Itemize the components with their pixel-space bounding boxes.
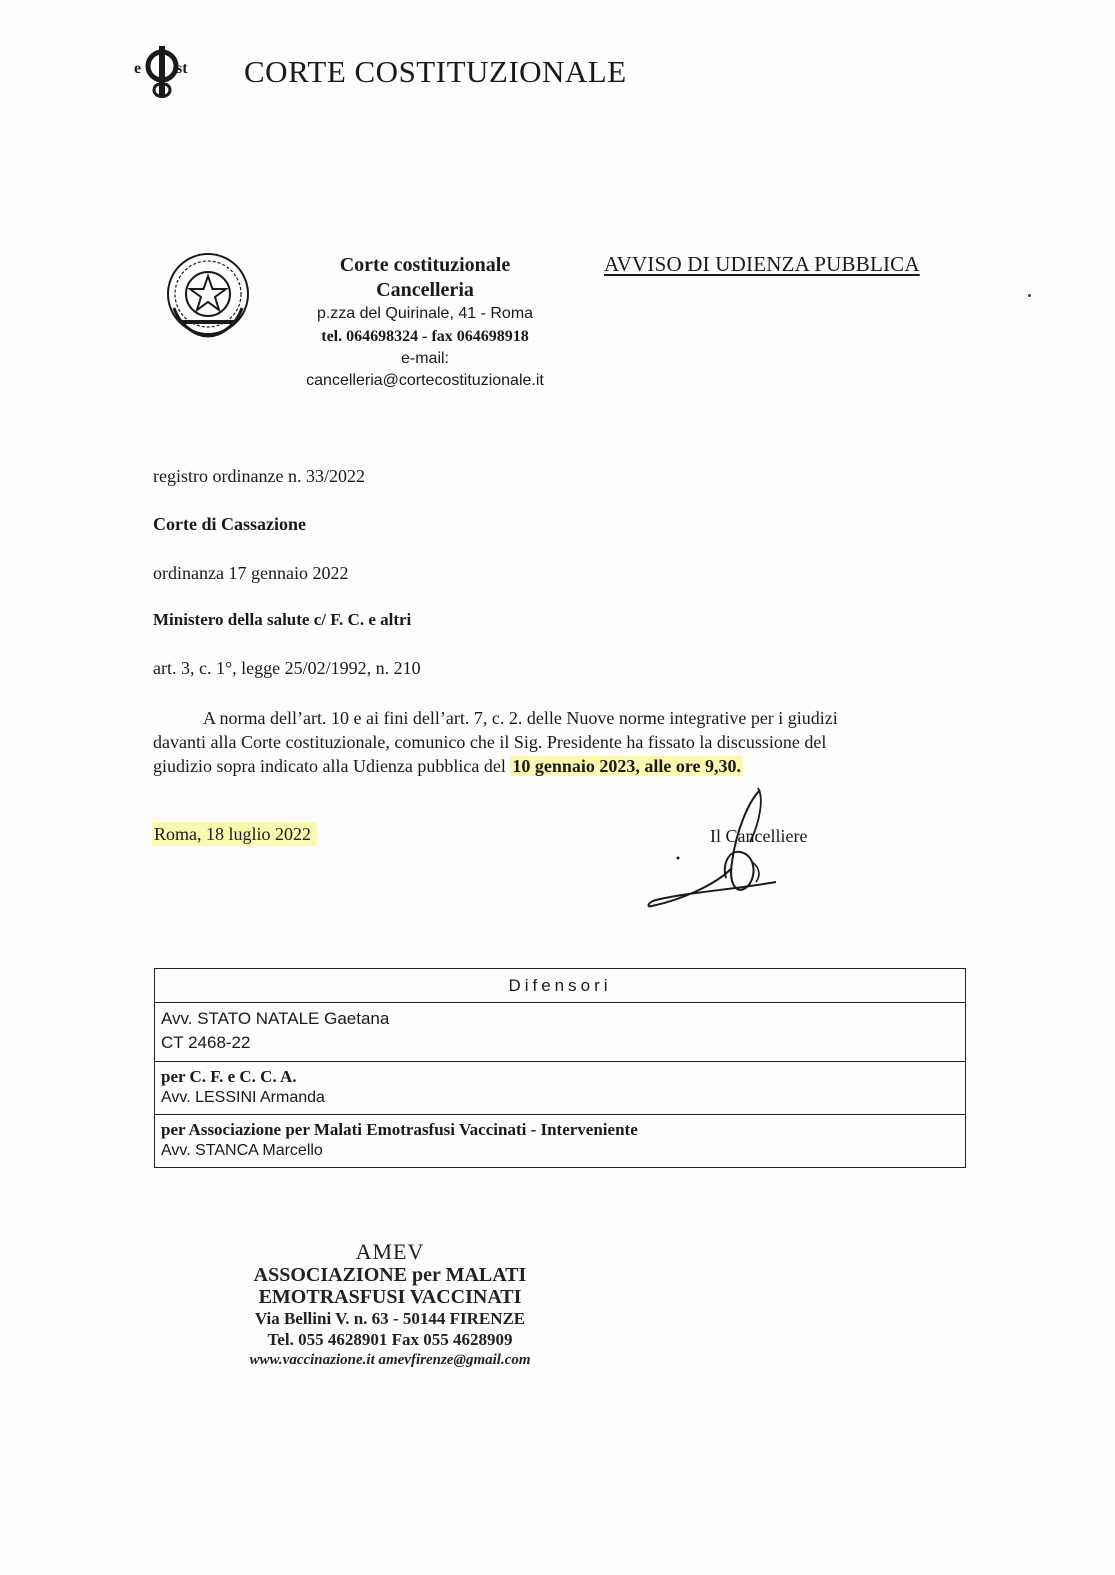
stamp-phone-fax: Tel. 055 4628901 Fax 055 4628909 [267, 1330, 513, 1349]
letterhead-office: Cancelleria [376, 279, 474, 301]
amev-stamp [200, 1240, 580, 1370]
court-title: CORTE COSTITUZIONALE [244, 54, 627, 89]
defensori-parties-lawyer: Avv. LESSINI Armanda [161, 1089, 325, 1106]
letterhead-email: cancelleria@cortecostituzionale.it [306, 372, 544, 389]
defensori-state-lawyer: Avv. STATO NATALE Gaetana [161, 1009, 390, 1028]
paragraph-line-3 [153, 754, 969, 778]
defensori-association-label: per Associazione per Malati Emotrasfusi Vaccinati - Interveniente [161, 1120, 638, 1139]
place-date [152, 824, 317, 845]
notice-title: AVVISO DI UDIENZA PUBBLICA [604, 252, 920, 276]
paragraph-line-2: davanti alla Corte costituzionale, comunico che il Sig. Presidente ha fissato la discussione del [153, 732, 827, 752]
letterhead-address: p.zza del Quirinale, 41 - Roma [316, 305, 534, 322]
stamp-address: Via Bellini V. n. 63 - 50144 FIRENZE [254, 1309, 526, 1328]
letterhead-phone: tel. 064698324 - fax 064698918 [321, 328, 529, 345]
parties-line: Ministero della salute c/ F. C. e altri [153, 610, 412, 629]
letterhead-email-label: e-mail: [400, 350, 449, 367]
ecost-logo [132, 40, 204, 102]
stamp-web-email: www.vaccinazione.it amevfirenze@gmail.com [249, 1352, 531, 1368]
scan-speck [1028, 294, 1031, 297]
letterhead-court: Corte costituzionale [339, 254, 511, 276]
stamp-acronym: AMEV [355, 1239, 425, 1264]
signer-title: Il Cancelliere [710, 826, 808, 846]
svg-text:st: st [176, 60, 188, 77]
svg-text:e: e [134, 60, 142, 77]
defensori-header: Difensori [155, 969, 965, 1003]
paragraph-line-1: A norma dell’art. 10 e ai fini dell’art. 7, c. 2. delle Nuove norme integrative per i giudizi [203, 708, 838, 728]
place-date-text: Roma, 18 luglio 2022 [152, 822, 317, 846]
defensori-section-association [155, 1115, 965, 1167]
paragraph-line-3-text: giudizio sopra indicato alla Udienza pubblica del [153, 756, 511, 776]
ordinanza-line: ordinanza 17 gennaio 2022 [153, 563, 349, 583]
defensori-section-state [155, 1003, 965, 1062]
hearing-date-highlight: 10 gennaio 2023, alle ore 9,30. [512, 756, 742, 776]
defensori-association-lawyer: Avv. STANCA Marcello [161, 1142, 323, 1159]
court-line: Corte di Cassazione [153, 514, 306, 534]
handwritten-signature [640, 782, 800, 914]
defensori-table [154, 968, 966, 1168]
stamp-name-line2: EMOTRASFUSI VACCINATI [258, 1286, 522, 1308]
defensori-section-parties [155, 1062, 965, 1115]
defensori-parties-label: per C. F. e C. C. A. [161, 1067, 297, 1086]
republic-emblem-icon [160, 248, 256, 344]
stamp-name-line1: ASSOCIAZIONE per MALATI [253, 1264, 527, 1286]
registro-line: registro ordinanze n. 33/2022 [153, 466, 365, 486]
defensori-state-ref: CT 2468-22 [161, 1033, 251, 1052]
norm-line: art. 3, c. 1°, legge 25/02/1992, n. 210 [153, 658, 421, 678]
notice-paragraph [153, 706, 969, 778]
